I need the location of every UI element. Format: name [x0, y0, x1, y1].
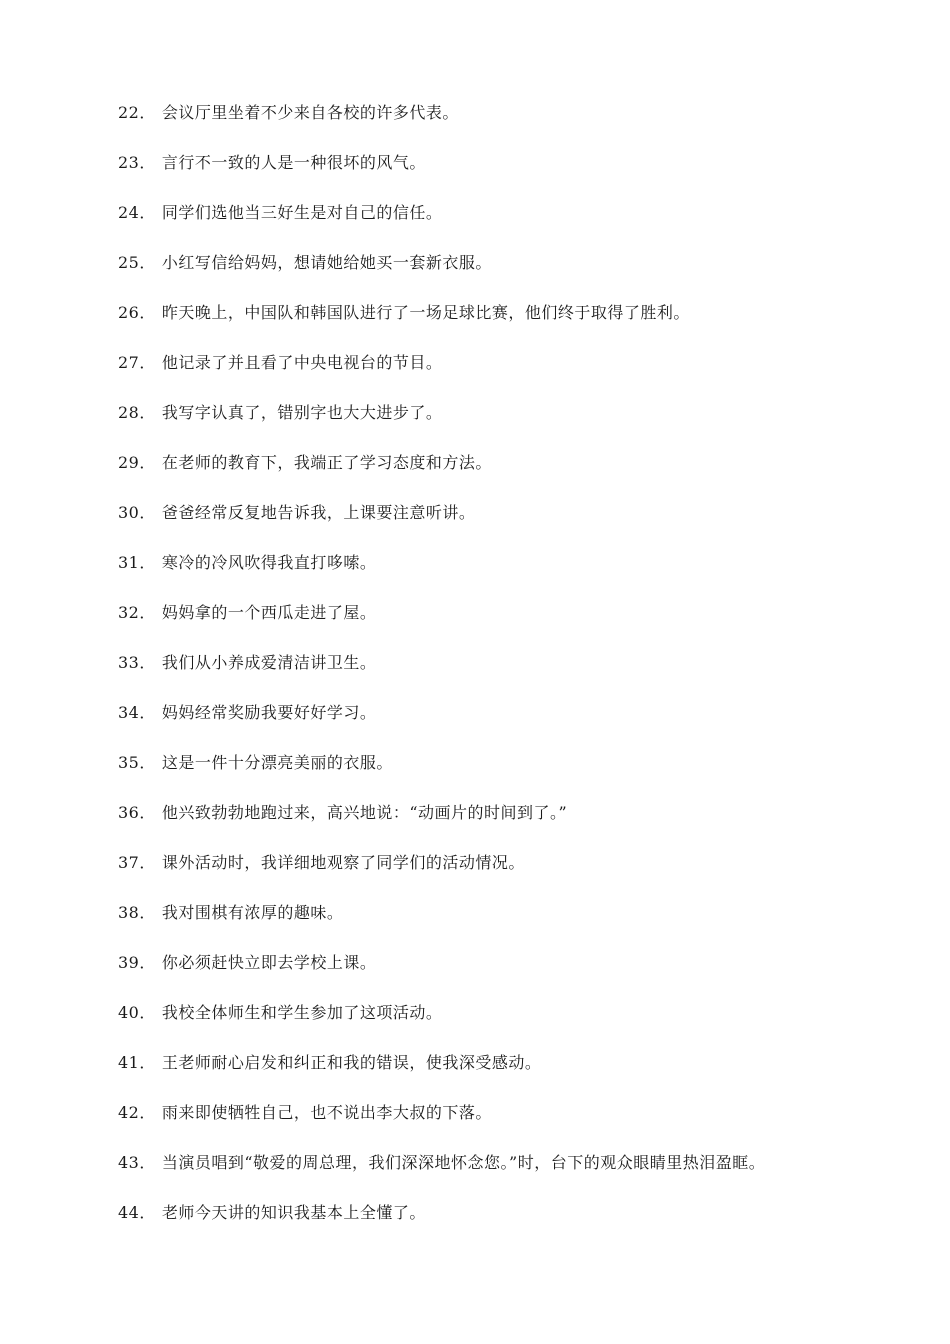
item-number: 37．: [118, 853, 156, 872]
list-item: [118, 1150, 838, 1176]
item-text: 这是一件十分漂亮美丽的衣服。: [161, 753, 393, 772]
item-number: 42．: [118, 1103, 156, 1122]
item-number: 39．: [118, 953, 156, 972]
item-number: 40．: [118, 1003, 156, 1022]
list-item: [118, 850, 838, 876]
list-item: [118, 1200, 838, 1226]
item-text: 我校全体师生和学生参加了这项活动。: [161, 1003, 443, 1022]
list-item: [118, 750, 838, 776]
list-item: [118, 200, 838, 226]
item-text: 王老师耐心启发和纠正和我的错误，使我深受感动。: [161, 1053, 542, 1072]
item-text: 同学们选他当三好生是对自己的信任。: [161, 203, 443, 222]
item-text: 老师今天讲的知识我基本上全懂了。: [161, 1203, 426, 1222]
item-text: 他记录了并且看了中央电视台的节目。: [161, 353, 443, 372]
list-item: [118, 1050, 838, 1076]
item-number: 44．: [118, 1203, 156, 1222]
item-text: 妈妈拿的一个西瓜走进了屋。: [161, 603, 377, 622]
item-number: 33．: [118, 653, 156, 672]
item-number: 34．: [118, 703, 156, 722]
list-item: [118, 100, 838, 126]
item-text: 当演员唱到“敬爱的周总理，我们深深地怀念您。”时，台下的观众眼睛里热泪盈眶。: [161, 1153, 766, 1172]
item-number: 22．: [118, 103, 156, 122]
item-text: 课外活动时，我详细地观察了同学们的活动情况。: [161, 853, 525, 872]
item-number: 27．: [118, 353, 156, 372]
item-number: 28．: [118, 403, 156, 422]
item-number: 24．: [118, 203, 156, 222]
item-text: 寒冷的冷风吹得我直打哆嗦。: [161, 553, 377, 572]
item-text: 他兴致勃勃地跑过来，高兴地说：“动画片的时间到了。”: [161, 803, 568, 822]
list-item: [118, 450, 838, 476]
item-text: 爸爸经常反复地告诉我，上课要注意听讲。: [161, 503, 476, 522]
item-text: 言行不一致的人是一种很坏的风气。: [161, 153, 426, 172]
item-number: 31．: [118, 553, 156, 572]
item-text: 在老师的教育下，我端正了学习态度和方法。: [161, 453, 492, 472]
item-number: 25．: [118, 253, 156, 272]
item-number: 23．: [118, 153, 156, 172]
list-item: [118, 600, 838, 626]
list-item: [118, 500, 838, 526]
item-text: 小红写信给妈妈，想请她给她买一套新衣服。: [161, 253, 492, 272]
list-item: [118, 400, 838, 426]
item-text: 会议厅里坐着不少来自各校的许多代表。: [161, 103, 459, 122]
item-text: 妈妈经常奖励我要好好学习。: [161, 703, 377, 722]
item-text: 你必须赶快立即去学校上课。: [161, 953, 377, 972]
list-item: [118, 1100, 838, 1126]
item-number: 41．: [118, 1053, 156, 1072]
item-text: 我们从小养成爱清洁讲卫生。: [161, 653, 377, 672]
item-number: 30．: [118, 503, 156, 522]
sentence-list: [118, 100, 838, 1250]
list-item: [118, 650, 838, 676]
list-item: [118, 250, 838, 276]
list-item: [118, 300, 838, 326]
item-number: 29．: [118, 453, 156, 472]
item-number: 43．: [118, 1153, 156, 1172]
list-item: [118, 150, 838, 176]
list-item: [118, 900, 838, 926]
list-item: [118, 1000, 838, 1026]
item-text: 我写字认真了，错别字也大大进步了。: [161, 403, 443, 422]
item-number: 26．: [118, 303, 156, 322]
item-number: 35．: [118, 753, 156, 772]
item-text: 我对围棋有浓厚的趣味。: [161, 903, 344, 922]
item-number: 32．: [118, 603, 156, 622]
list-item: [118, 800, 838, 826]
item-text: 雨来即使牺牲自己，也不说出李大叔的下落。: [161, 1103, 492, 1122]
list-item: [118, 700, 838, 726]
item-number: 36．: [118, 803, 156, 822]
list-item: [118, 950, 838, 976]
item-number: 38．: [118, 903, 156, 922]
list-item: [118, 550, 838, 576]
list-item: [118, 350, 838, 376]
item-text: 昨天晚上，中国队和韩国队进行了一场足球比赛，他们终于取得了胜利。: [161, 303, 690, 322]
